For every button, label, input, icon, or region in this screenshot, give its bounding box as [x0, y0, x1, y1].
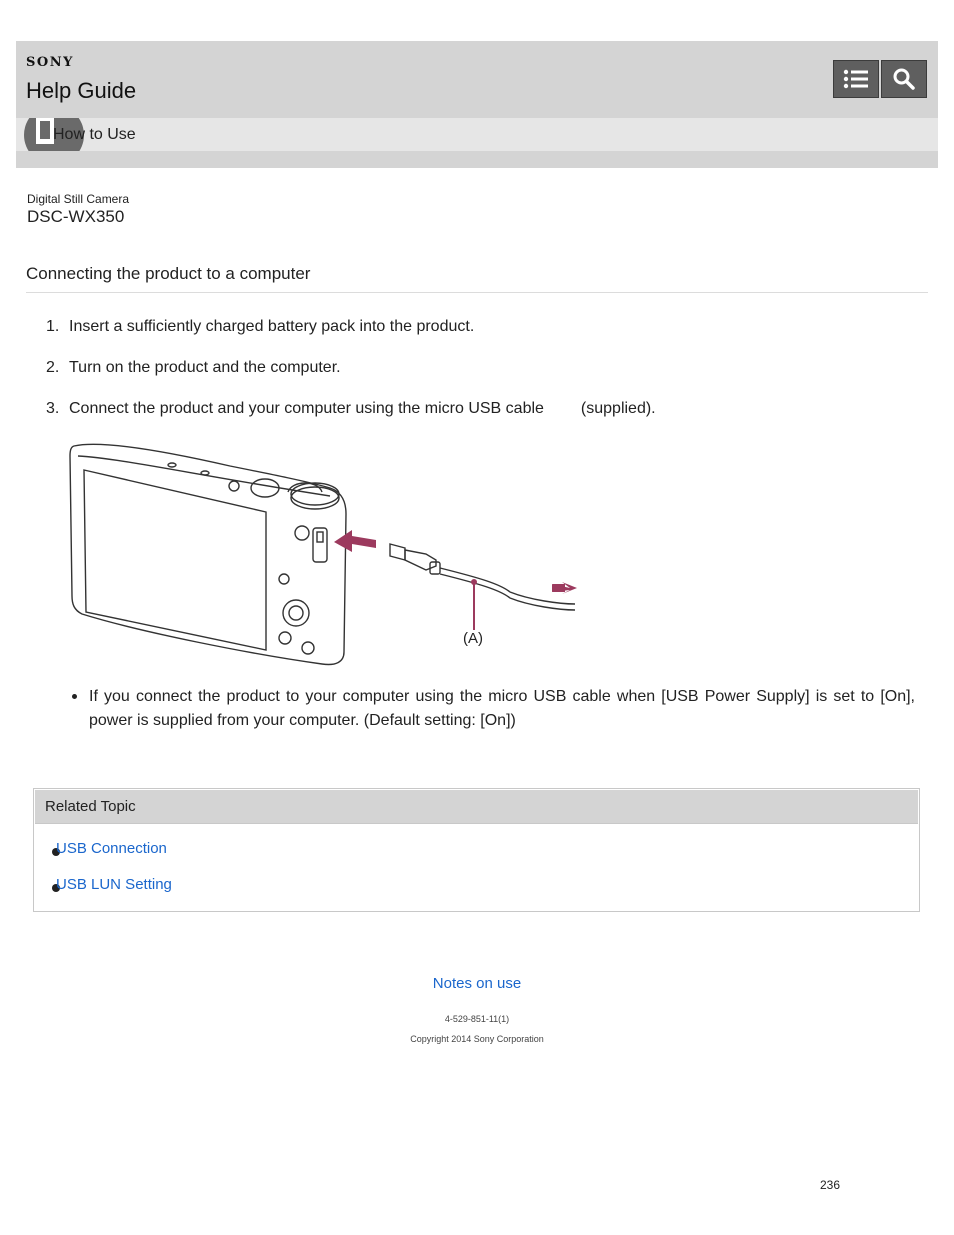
step-text: Turn on the product and the computer. — [69, 359, 341, 376]
step-number: 3. — [46, 400, 60, 417]
step-1 — [46, 318, 474, 336]
help-guide-title: Help Guide — [26, 78, 137, 103]
header — [16, 41, 938, 168]
page-number: 236 — [820, 1178, 841, 1192]
usb-connection-link[interactable]: USB Connection — [56, 840, 167, 857]
related-topic-heading: Related Topic — [45, 798, 136, 815]
list-icon — [843, 68, 869, 90]
step-number: 2. — [46, 359, 60, 376]
callout-label: (A) — [463, 630, 483, 647]
bullet-dot — [72, 694, 77, 699]
step-2 — [46, 359, 341, 377]
usb-lun-setting-link[interactable]: USB LUN Setting — [56, 876, 172, 893]
camera-usb-illustration — [60, 432, 590, 672]
step-3 — [46, 400, 656, 418]
note-text: If you connect the product to your computer using the micro USB cable when [USB Power Supply] is set to [On], power is supplied from your computer. (Default setting: [On]) — [89, 688, 915, 729]
product-type: Digital Still Camera — [27, 192, 130, 206]
step-text: Insert a sufficiently charged battery pack into the product. — [69, 318, 475, 335]
section-label: How to Use — [53, 126, 136, 143]
page-title: Connecting the product to a computer — [26, 264, 311, 283]
search-button[interactable] — [881, 60, 927, 98]
toc-button[interactable] — [833, 60, 879, 98]
related-topic-box — [33, 788, 920, 912]
product-model: DSC-WX350 — [27, 207, 125, 226]
step-text: Connect the product and your computer using the micro USB cable — [69, 400, 544, 417]
document-code: 4-529-851-11(1) — [444, 1014, 510, 1024]
copyright: Copyright 2014 Sony Corporation — [410, 1034, 544, 1044]
title-divider — [26, 292, 928, 293]
search-icon — [892, 67, 916, 91]
section-bar[interactable] — [16, 118, 938, 151]
step-text-suffix: (supplied). — [580, 400, 656, 417]
brand-logo: SONY — [26, 55, 74, 70]
step-number: 1. — [46, 318, 60, 335]
notes-on-use-link[interactable]: Notes on use — [432, 975, 522, 992]
related-topic-header — [35, 790, 918, 824]
